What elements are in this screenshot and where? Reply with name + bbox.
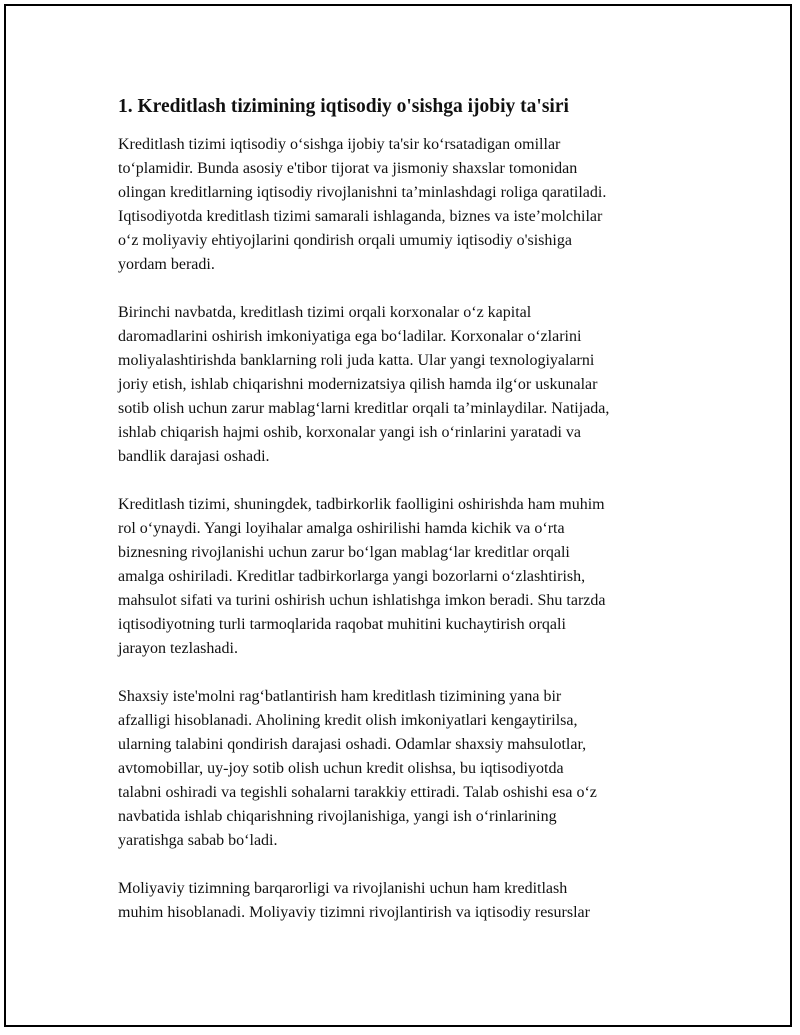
paragraph-line: jarayon tezlashadi. [118,640,238,657]
paragraph-line: joriy etish, ishlab chiqarishni modernizatsiya qilish hamda ilg‘or uskunalar [118,376,598,393]
paragraph-4 [118,685,698,853]
paragraph-line: o‘z moliyaviy ehtiyojlarini qondirish orqali umumiy iqtisodiy o'sishiga [118,232,572,249]
paragraph-line: sotib olish uchun zarur mablag‘larni kreditlar orqali ta’minlaydilar. Natijada, [118,400,610,417]
paragraph-line: navbatida ishlab chiqarishning rivojlanishiga, yangi ish o‘rinlarining [118,808,557,825]
document-body [118,94,698,949]
paragraph-line: daromadlarini oshirish imkoniyatiga ega bo‘ladilar. Korxonalar o‘zlarini [118,328,582,345]
paragraph-line: afzalligi hisoblanadi. Aholining kredit olish imkoniyatlari kengaytirilsa, [118,712,578,729]
paragraph-line: mahsulot sifati va turini oshirish uchun ishlatishga imkon beradi. Shu tarzda [118,592,606,609]
section-heading: 1. Kreditlash tizimining iqtisodiy o'sishga ijobiy ta'siri [118,96,569,117]
paragraph-5 [118,877,698,925]
paragraph-line: Moliyaviy tizimning barqarorligi va rivojlanishi uchun ham kreditlash [118,880,568,897]
paragraph-line: moliyalashtirishda banklarning roli juda katta. Ular yangi texnologiyalarni [118,352,595,369]
paragraph-line: rol o‘ynaydi. Yangi loyihalar amalga oshirilishi hamda kichik va o‘rta [118,520,565,537]
paragraph-line: biznesning rivojlanishi uchun zarur bo‘lgan mablag‘lar kreditlar orqali [118,544,570,561]
paragraph-line: ularning talabini qondirish darajasi oshadi. Odamlar shaxsiy mahsulotlar, [118,736,587,753]
paragraph-line: avtomobillar, uy-joy sotib olish uchun kredit olishsa, bu iqtisodiyotda [118,760,564,777]
paragraph-line: iqtisodiyotning turli tarmoqlarida raqobat muhitini kuchaytirish orqali [118,616,566,633]
paragraph-line: olingan kreditlarning iqtisodiy rivojlanishni ta’minlashdagi roliga qaratiladi. [118,184,607,201]
paragraph-line: yaratishga sabab bo‘ladi. [118,832,278,849]
paragraph-line: muhim hisoblanadi. Moliyaviy tizimni rivojlantirish va iqtisodiy resurslar [118,904,590,921]
paragraph-line: talabni oshiradi va tegishli sohalarni tarakkiy ettiradi. Talab oshishi esa o‘z [118,784,597,801]
paragraph-line: bandlik darajasi oshadi. [118,448,270,465]
paragraph-line: Iqtisodiyotda kreditlash tizimi samarali ishlaganda, biznes va iste’molchilar [118,208,603,225]
paragraph-line: Birinchi navbatda, kreditlash tizimi orqali korxonalar o‘z kapital [118,304,532,321]
paragraph-line: ishlab chiqarish hajmi oshib, korxonalar yangi ish o‘rinlarini yaratadi va [118,424,581,441]
paragraph-line: yordam beradi. [118,256,215,273]
paragraph-line: Shaxsiy iste'molni rag‘batlantirish ham kreditlash tizimining yana bir [118,688,562,705]
paragraph-1 [118,133,698,277]
paragraph-2 [118,301,698,469]
paragraph-line: Kreditlash tizimi iqtisodiy o‘sishga ijobiy ta'sir ko‘rsatadigan omillar [118,136,561,153]
paragraph-line: to‘plamidir. Bunda asosiy e'tibor tijorat va jismoniy shaxslar tomonidan [118,160,578,177]
paragraph-line: Kreditlash tizimi, shuningdek, tadbirkorlik faolligini oshirishda ham muhim [118,496,605,513]
paragraph-3 [118,493,698,661]
paragraph-line: amalga oshiriladi. Kreditlar tadbirkorlarga yangi bozorlarni o‘zlashtirish, [118,568,586,585]
